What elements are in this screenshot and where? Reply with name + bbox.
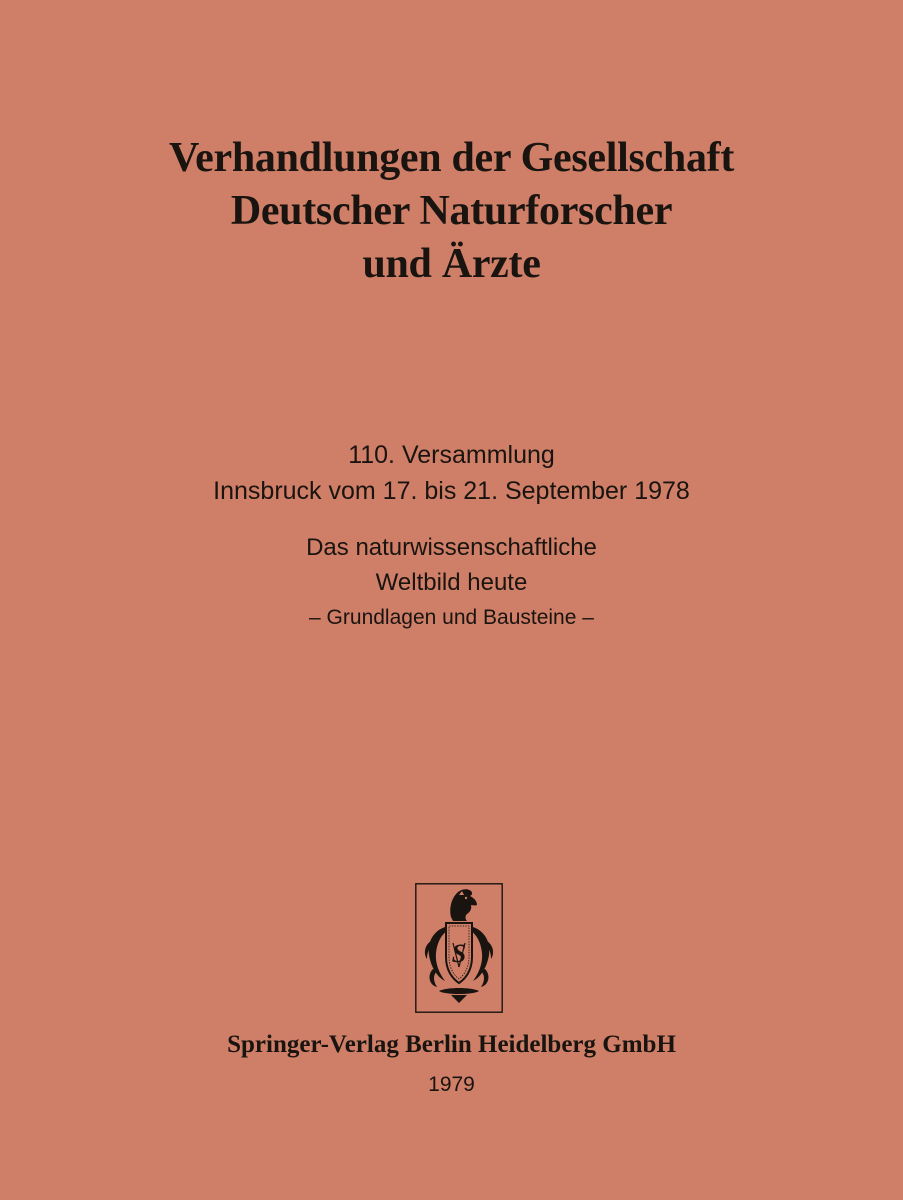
springer-knight-logo-icon — [415, 883, 503, 1013]
meeting-number: 110. Versammlung — [348, 441, 555, 469]
book-title — [0, 132, 903, 291]
svg-text:S: S — [451, 939, 467, 968]
title-line-2: Deutscher Naturforscher — [230, 188, 673, 234]
theme-block — [0, 530, 903, 635]
title-line-1: Verhandlungen der Gesellschaft — [168, 135, 735, 181]
meeting-info — [0, 437, 903, 509]
meeting-place-date: Innsbruck vom 17. bis 21. September 1978 — [213, 477, 690, 505]
title-line-3: und Ärzte — [362, 241, 541, 287]
publisher-name: Springer-Verlag Berlin Heidelberg GmbH — [227, 1031, 676, 1058]
theme-line-1: Das naturwissenschaftliche — [306, 534, 597, 561]
theme-line-2: Weltbild heute — [375, 569, 528, 596]
theme-subtitle: – Grundlagen und Bausteine – — [309, 606, 594, 629]
publication-year: 1979 — [428, 1073, 475, 1096]
